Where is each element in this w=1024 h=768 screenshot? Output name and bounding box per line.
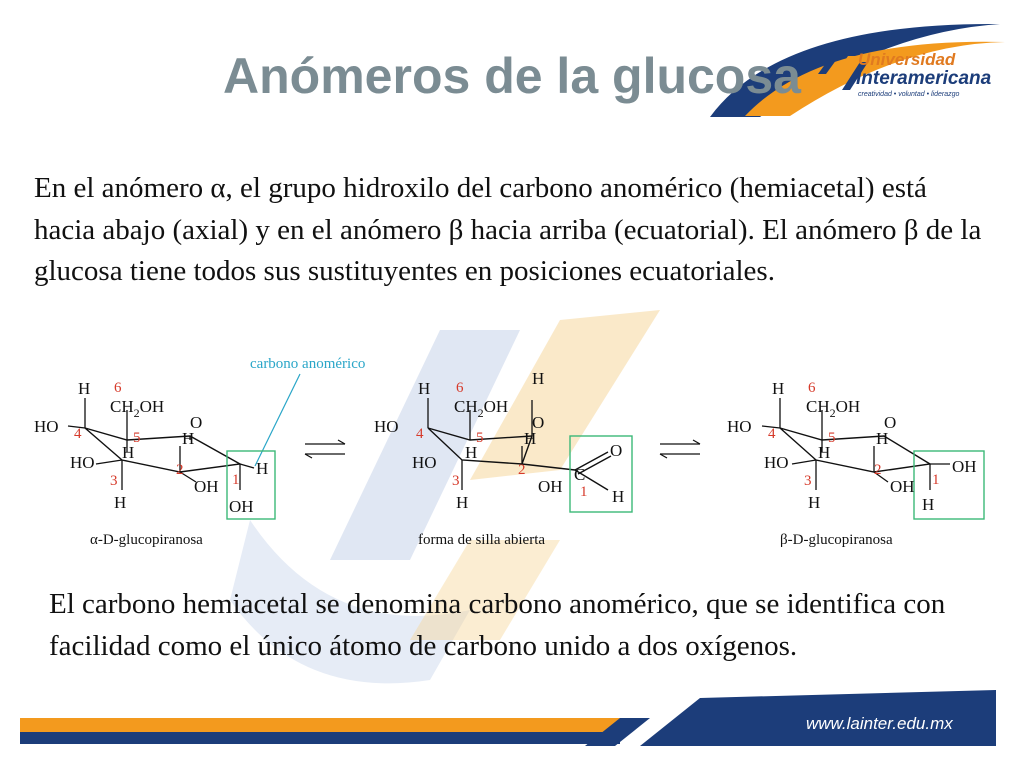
caption-alpha: α-D-glucopiranosa — [90, 532, 203, 548]
svg-text:O: O — [532, 413, 545, 432]
svg-text:H: H — [456, 493, 469, 512]
paragraph-definition: El carbono hemiacetal se denomina carbono anomérico, que se identifica con facilidad como el único átomo de carbono unido a dos oxígenos. — [49, 588, 946, 662]
svg-text:2: 2 — [874, 462, 882, 478]
logo-tagline: creatividad • voluntad • liderazgo — [858, 91, 960, 98]
slide-title: Anómeros de la glucosa — [223, 48, 801, 104]
caption-open: forma de silla abierta — [418, 532, 546, 548]
svg-text:O: O — [610, 441, 623, 460]
svg-text:HO: HO — [34, 417, 59, 436]
svg-text:O: O — [884, 413, 897, 432]
caption-beta: β-D-glucopiranosa — [780, 532, 893, 548]
svg-text:H: H — [922, 495, 935, 514]
beta-structure — [727, 379, 984, 548]
svg-text:H: H — [256, 459, 269, 478]
svg-text:H: H — [524, 429, 537, 448]
svg-text:1: 1 — [232, 472, 240, 488]
anomer-diagram — [0, 340, 1024, 560]
annotation-anomeric-carbon: carbono anomérico — [250, 356, 366, 372]
svg-text:6: 6 — [114, 380, 122, 396]
svg-text:4: 4 — [768, 426, 776, 442]
svg-text:4: 4 — [416, 426, 424, 442]
annotation-pointer — [255, 374, 300, 466]
alpha-structure — [34, 379, 275, 548]
svg-text:1: 1 — [580, 484, 588, 500]
svg-text:HO: HO — [764, 453, 789, 472]
paragraph-intro: En el anómero α, el grupo hidroxilo del carbono anomérico (hemiacetal) está hacia abajo (axial) y en el anómero β hacia arriba (ecuatorial). El anómero β de la glucosa tiene todos sus sustituyentes en posiciones ecuatoriales. — [34, 172, 982, 287]
logo-line2: Interamericana — [856, 68, 992, 89]
svg-text:O: O — [190, 413, 203, 432]
svg-text:5: 5 — [828, 430, 836, 446]
svg-text:HO: HO — [374, 417, 399, 436]
svg-text:HO: HO — [412, 453, 437, 472]
footer-url[interactable]: www.lainter.edu.mx — [806, 714, 953, 733]
svg-text:5: 5 — [476, 430, 484, 446]
svg-text:CH2OH: $CH_2OH$ — [806, 397, 861, 420]
svg-text:2: 2 — [176, 462, 184, 478]
logo-line1: Universidad — [858, 50, 956, 69]
svg-text:3: 3 — [110, 473, 118, 489]
svg-text:H: H — [818, 443, 831, 462]
svg-text:6: 6 — [808, 380, 816, 396]
equilibrium-arrows-2 — [660, 440, 700, 458]
svg-text:H: H — [78, 379, 91, 398]
svg-text:H: H — [182, 429, 195, 448]
svg-text:H: H — [876, 429, 889, 448]
svg-text:HO: HO — [70, 453, 95, 472]
svg-text:2: 2 — [518, 462, 526, 478]
svg-text:H: H — [122, 443, 135, 462]
svg-text:H: H — [114, 493, 127, 512]
svg-text:4: 4 — [74, 426, 82, 442]
svg-text:3: 3 — [804, 473, 812, 489]
svg-text:H: H — [808, 493, 821, 512]
svg-text:HO: HO — [727, 417, 752, 436]
svg-text:H: H — [772, 379, 785, 398]
svg-text:CH2OH: $CH_2OH$ — [110, 397, 165, 420]
svg-text:C: C — [574, 465, 586, 484]
svg-text:H: H — [465, 443, 478, 462]
svg-text:H: H — [418, 379, 431, 398]
svg-text:H: H — [532, 369, 545, 388]
open-chain-structure — [374, 369, 632, 548]
svg-text:5: 5 — [133, 430, 141, 446]
svg-text:OH: OH — [538, 477, 563, 496]
svg-text:OH: OH — [194, 477, 219, 496]
svg-text:CH2OH: $CH_2OH$ — [454, 397, 509, 420]
svg-text:H: H — [612, 487, 625, 506]
equilibrium-arrows-1 — [305, 440, 345, 458]
svg-text:1: 1 — [932, 472, 940, 488]
svg-text:OH: OH — [890, 477, 915, 496]
svg-text:OH: OH — [952, 457, 977, 476]
svg-text:OH: OH — [229, 497, 254, 516]
svg-text:6: 6 — [456, 380, 464, 396]
svg-text:3: 3 — [452, 473, 460, 489]
